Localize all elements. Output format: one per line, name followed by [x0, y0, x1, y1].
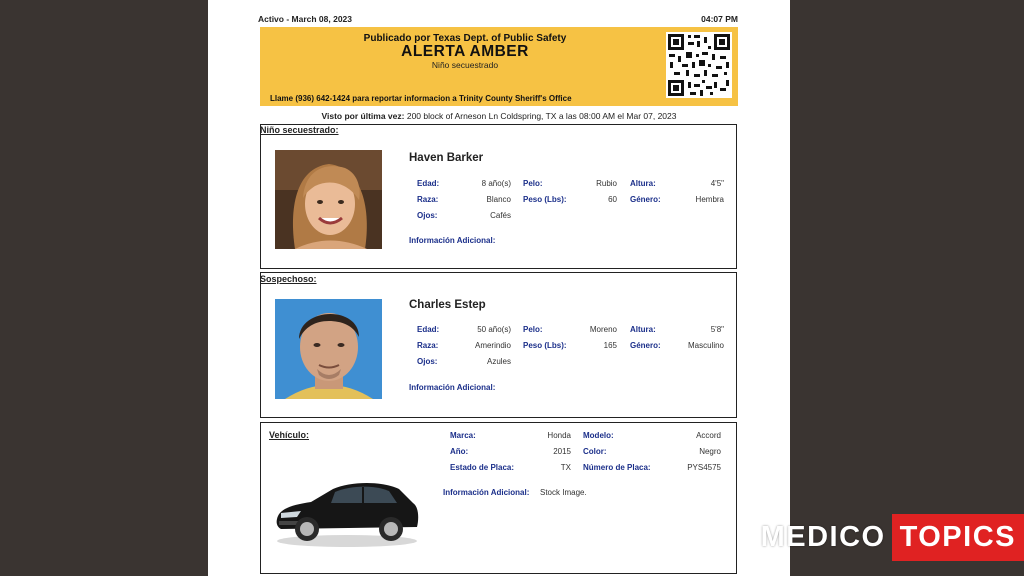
vehicle-info-label: Información Adicional: — [443, 488, 530, 497]
suspect-peso-label: Peso (Lbs): — [523, 341, 567, 350]
watermark-topics: TOPICS — [892, 514, 1024, 561]
child-genero-label: Género: — [630, 195, 661, 204]
watermark-medico: MEDICO — [760, 521, 886, 553]
child-genero-value: Hembra — [695, 195, 724, 204]
child-edad-value: 8 año(s) — [481, 179, 511, 188]
child-ojos-value: Cafés — [490, 211, 511, 220]
child-raza-label: Raza: — [417, 195, 439, 204]
suspect-info-label: Información Adicional: — [409, 383, 496, 392]
last-seen-line — [208, 111, 790, 121]
alert-subtitle: Niño secuestrado — [431, 60, 499, 70]
amber-banner — [260, 27, 738, 106]
suspect-peso-value: 165 — [603, 341, 617, 350]
child-pelo-value: Rubio — [596, 179, 617, 188]
suspect-pelo-value: Moreno — [589, 325, 617, 334]
suspect-ojos-label: Ojos: — [417, 357, 438, 366]
child-edad-label: Edad: — [417, 179, 440, 188]
timestamp: 04:07 PM — [701, 14, 738, 24]
vehicle-section-label: Vehículo: — [269, 430, 310, 440]
vehicle-estado-value: TX — [560, 463, 571, 472]
status-date: Activo - March 08, 2023 — [258, 14, 353, 24]
last-seen-text: 200 block of Arneson Ln Coldspring, TX a las 08:00 AM el Mar 07, 2023 — [406, 111, 677, 121]
suspect-raza-label: Raza: — [417, 341, 439, 350]
vehicle-estado-label: Estado de Placa: — [450, 463, 515, 472]
vehicle-color-value: Negro — [699, 447, 721, 456]
suspect-photo — [275, 299, 382, 399]
suspect-genero-label: Género: — [630, 341, 661, 350]
vehicle-marca-value: Honda — [547, 431, 571, 440]
child-ojos-label: Ojos: — [417, 211, 438, 220]
child-altura-label: Altura: — [630, 179, 656, 188]
vehicle-ano-label: Año: — [450, 447, 469, 456]
child-photo — [275, 150, 382, 249]
call-instructions: Llame (936) 642-1424 para reportar informacion a Trinity County Sheriff's Office — [270, 94, 572, 103]
alert-title: ALERTA AMBER — [401, 43, 529, 60]
amber-alert-document — [208, 0, 790, 576]
child-section-label: Niño secuestrado: — [260, 125, 339, 135]
suspect-card — [260, 272, 737, 418]
child-card — [260, 124, 737, 269]
last-seen-label: Visto por última vez: — [321, 111, 405, 121]
medicotopics-watermark — [755, 514, 1024, 561]
suspect-name: Charles Estep — [409, 299, 486, 311]
child-peso-value: 60 — [608, 195, 617, 204]
vehicle-card — [260, 422, 737, 574]
suspect-edad-label: Edad: — [417, 325, 440, 334]
vehicle-placa-value: PYS4575 — [687, 463, 721, 472]
suspect-pelo-label: Pelo: — [523, 325, 543, 334]
child-pelo-label: Pelo: — [523, 179, 543, 188]
vehicle-modelo-label: Modelo: — [583, 431, 614, 440]
vehicle-photo — [271, 467, 421, 549]
child-peso-label: Peso (Lbs): — [523, 195, 567, 204]
suspect-altura-label: Altura: — [630, 325, 656, 334]
vehicle-info-value: Stock Image. — [540, 488, 587, 497]
vehicle-placa-label: Número de Placa: — [583, 463, 651, 472]
qr-code[interactable] — [666, 32, 732, 98]
child-name: Haven Barker — [409, 152, 484, 164]
vehicle-ano-value: 2015 — [553, 447, 571, 456]
child-info-label: Información Adicional: — [409, 236, 496, 245]
vehicle-modelo-value: Accord — [696, 431, 721, 440]
suspect-altura-value: 5'8" — [710, 325, 724, 334]
document-header — [258, 14, 738, 26]
suspect-edad-value: 50 año(s) — [477, 325, 511, 334]
suspect-raza-value: Amerindio — [474, 341, 511, 350]
child-altura-value: 4'5" — [710, 179, 724, 188]
suspect-genero-value: Masculino — [687, 341, 724, 350]
vehicle-marca-label: Marca: — [450, 431, 476, 440]
child-raza-value: Blanco — [486, 195, 511, 204]
vehicle-color-label: Color: — [583, 447, 607, 456]
publisher-text: Publicado por Texas Dept. of Public Safety — [363, 33, 567, 44]
suspect-ojos-value: Azules — [486, 357, 511, 366]
suspect-section-label: Sospechoso: — [260, 274, 317, 284]
